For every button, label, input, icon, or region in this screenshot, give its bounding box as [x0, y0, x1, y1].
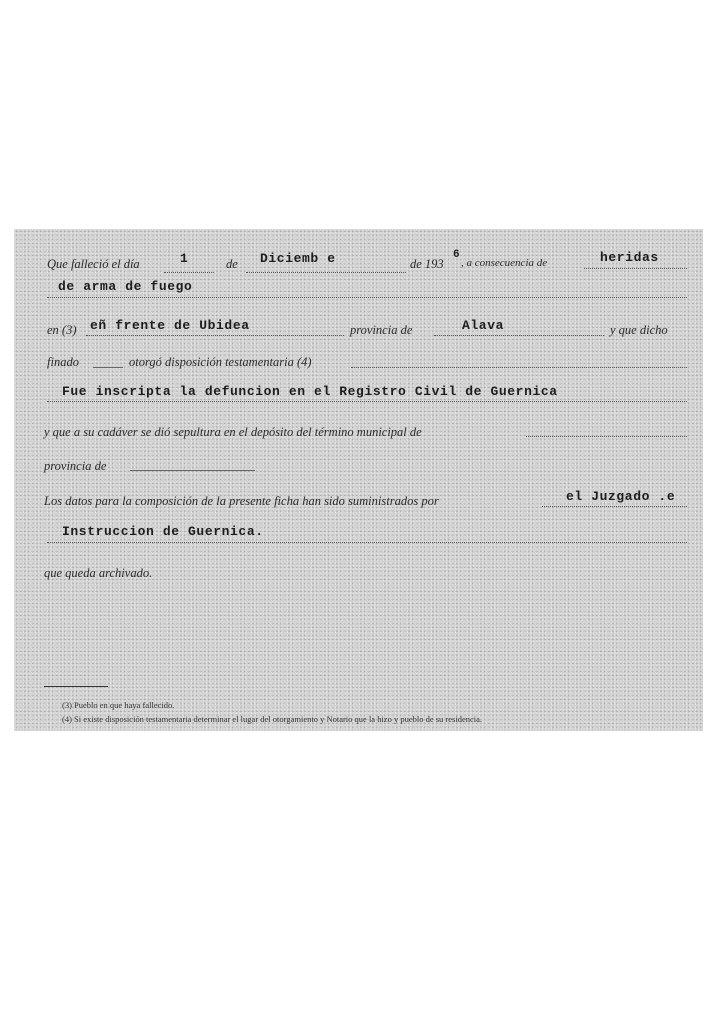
label-y-que-dicho: y que dicho — [610, 323, 668, 337]
label-queda-archivado: que queda archivado. — [44, 566, 153, 580]
label-que-fallecio: Que falleció el día — [47, 257, 140, 271]
cause-line-1 — [584, 268, 687, 269]
cause-value-2: de arma de fuego — [58, 279, 193, 294]
cause-value-1: heridas — [600, 250, 659, 265]
place-line — [86, 335, 344, 336]
burial-municipality-line — [526, 436, 687, 437]
source-line-1 — [542, 506, 687, 507]
note-line — [47, 401, 687, 402]
source-value-1: el Juzgado .e — [566, 489, 676, 504]
label-otorgo: otorgó disposición testamentaria (4) — [129, 355, 312, 369]
testament-line — [351, 367, 687, 368]
burial-province-line — [130, 470, 255, 471]
label-provincia-de-2: provincia de — [44, 459, 107, 473]
day-line — [164, 272, 214, 273]
footnote-3: (3) Pueblo en que haya fallecido. — [62, 700, 175, 710]
footnote-separator — [44, 686, 108, 687]
label-a-consecuencia: , a consecuencia de — [461, 257, 548, 269]
source-line-2 — [47, 542, 687, 543]
month-line — [246, 272, 406, 273]
footnote-4: (4) Si existe disposición testamentaria determinar el lugar del otorgamiento y Notario que la hizo y pueblo de su residencia. — [62, 714, 482, 724]
source-value-2: Instruccion de Guernica. — [62, 524, 264, 539]
label-sepultura: y que a su cadáver se dió sepultura en el depósito del término municipal de — [44, 425, 422, 439]
death-year-digit: 6 — [453, 249, 461, 261]
label-datos-suministrados: Los datos para la composición de la presente ficha han sido suministrados por — [44, 494, 439, 508]
province-line — [434, 335, 604, 336]
label-finado: finado — [47, 355, 79, 369]
registry-note: Fue inscripta la defuncion en el Registro Civil de Guernica — [62, 384, 558, 399]
death-day-value: 1 — [180, 251, 189, 266]
finado-blank — [93, 367, 123, 368]
label-de-1: de — [226, 257, 238, 271]
death-month-value: Diciemb e — [260, 251, 336, 266]
record-card — [14, 229, 703, 731]
label-en-3: en (3) — [47, 323, 77, 337]
province-value: Alava — [462, 318, 505, 333]
cause-line-2 — [47, 297, 687, 298]
label-de-193: de 193 — [410, 257, 444, 271]
label-provincia-de: provincia de — [350, 323, 413, 337]
death-place-value: eñ frente de Ubidea — [90, 318, 250, 333]
